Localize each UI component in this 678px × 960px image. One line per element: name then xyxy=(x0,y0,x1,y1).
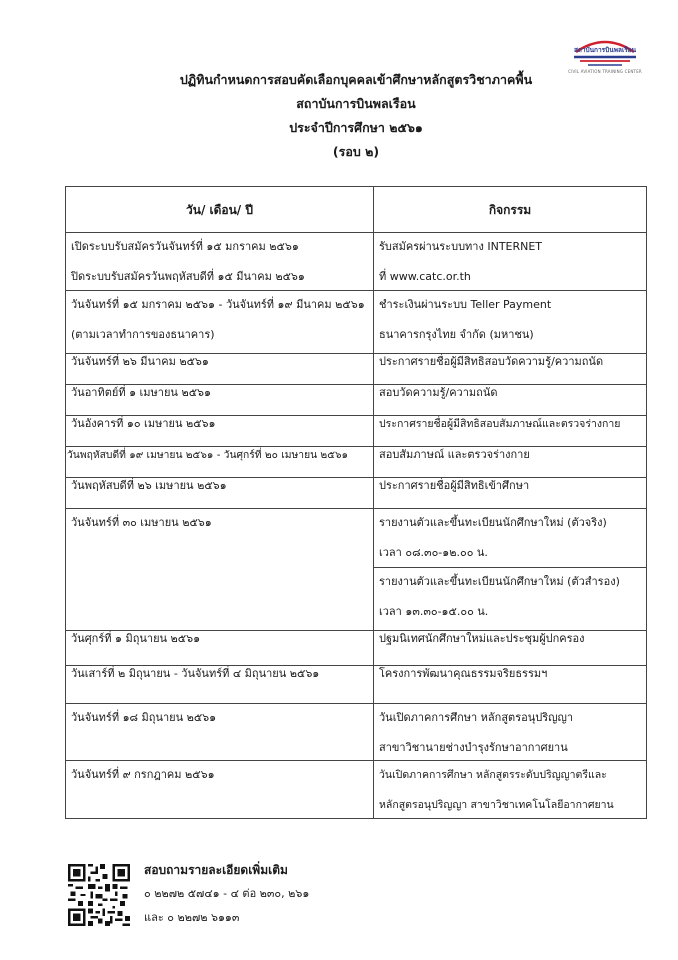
contact-phone-1: ๐ ๒๒๗๒ ๕๗๔๑ - ๔ ต่อ ๒๓๐, ๒๖๑ xyxy=(144,887,310,900)
table-row xyxy=(66,478,647,509)
table-row xyxy=(66,631,647,666)
date-text: วันจันทร์ที่ ๑๕ มกราคม ๒๕๖๑ - วันจันทร์ที่ ๑๙ มีนาคม ๒๕๖๑ xyxy=(71,298,365,311)
column-header-activity: กิจกรรม xyxy=(374,187,647,233)
title-line-4: (รอบ ๒) xyxy=(332,144,380,159)
date-text: (ตามเวลาทำการของธนาคาร) xyxy=(71,328,215,341)
title-line-2: สถาบันการบินพลเรือน xyxy=(296,96,416,111)
date-text: ปิดระบบรับสมัครวันพฤหัสบดีที่ ๑๕ มีนาคม ๒๕๖๑ xyxy=(71,270,305,283)
table-row xyxy=(66,233,647,291)
date-text: วันอาทิตย์ที่ ๑ เมษายน ๒๕๖๑ xyxy=(71,386,211,399)
activity-text: ประกาศรายชื่อผู้มีสิทธิเข้าศึกษา xyxy=(379,479,530,492)
date-text: วันพฤหัสบดีที่ ๑๙ เมษายน ๒๕๖๑ - วันศุกร์ที่ ๒๐ เมษายน ๒๕๖๑ xyxy=(67,449,349,461)
logo-caption: CIVIL AVIATION TRAINING CENTER xyxy=(568,69,642,74)
logo-text: สถาบันการบินพลเรือน xyxy=(573,46,637,54)
table-row xyxy=(66,416,647,447)
activity-text: หลักสูตรอนุปริญญา สาขาวิชาเทคโนโลยีอากาศยาน xyxy=(379,799,614,811)
document-title xyxy=(96,68,616,164)
date-text: วันอังคารที่ ๑๐ เมษายน ๒๕๖๑ xyxy=(71,417,216,430)
date-text: วันพฤหัสบดีที่ ๒๖ เมษายน ๒๕๖๑ xyxy=(71,479,227,492)
activity-text: ประกาศรายชื่อผู้มีสิทธิสอบสัมภาษณ์และตรวจร่างกาย xyxy=(379,418,621,430)
activity-text: สอบวัดความรู้/ความถนัด xyxy=(379,386,498,399)
activity-text: รายงานตัวและขึ้นทะเบียนนักศึกษาใหม่ (ตัวจริง) xyxy=(379,516,607,529)
activity-text: สาขาวิชานายช่างบำรุงรักษาอากาศยาน xyxy=(379,741,568,754)
activity-text: ธนาคารกรุงไทย จำกัด (มหาชน) xyxy=(379,328,534,341)
activity-text: โครงการพัฒนาคุณธรรมจริยธรรมฯ xyxy=(379,667,548,680)
activity-text: ปฐมนิเทศนักศึกษาใหม่และประชุมผู้ปกครอง xyxy=(379,632,585,645)
activity-text: รายงานตัวและขึ้นทะเบียนนักศึกษาใหม่ (ตัวสำรอง) xyxy=(379,575,620,588)
table-row xyxy=(66,704,647,761)
table-row xyxy=(66,761,647,819)
activity-text: ที่ www.catc.or.th xyxy=(379,270,471,283)
contact-info xyxy=(144,858,309,930)
column-header-date: วัน/ เดือน/ ปี xyxy=(66,187,374,233)
qr-code-icon xyxy=(68,864,130,926)
schedule-table xyxy=(65,186,647,819)
activity-text: ชำระเงินผ่านระบบ Teller Payment xyxy=(379,298,552,311)
table-row xyxy=(66,509,647,568)
activity-text: ประกาศรายชื่อผู้มีสิทธิสอบวัดความรู้/ความถนัด xyxy=(379,355,604,368)
date-text: วันเสาร์ที่ ๒ มิถุนายน - วันจันทร์ที่ ๔ มิถุนายน ๒๕๖๑ xyxy=(71,667,320,680)
date-text: วันจันทร์ที่ ๓๐ เมษายน ๒๕๖๑ xyxy=(71,516,212,529)
table-row xyxy=(66,447,647,478)
title-line-3: ประจำปีการศึกษา ๒๕๖๑ xyxy=(289,120,423,135)
table-row xyxy=(66,291,647,354)
date-text: วันศุกร์ที่ ๑ มิถุนายน ๒๕๖๑ xyxy=(71,632,201,645)
activity-text: วันเปิดภาคการศึกษา หลักสูตรระดับปริญญาตรีและ xyxy=(379,769,607,781)
date-text: เปิดระบบรับสมัครวันจันทร์ที่ ๑๕ มกราคม ๒๕๖๑ xyxy=(71,240,299,253)
title-line-1: ปฏิทินกำหนดการสอบคัดเลือกบุคคลเข้าศึกษาหลักสูตรวิชาภาคพื้น xyxy=(179,72,533,87)
activity-text: เวลา ๑๓.๓๐-๑๕.๐๐ น. xyxy=(379,605,489,618)
activity-text: รับสมัครผ่านระบบทาง INTERNET xyxy=(379,240,543,253)
table-row xyxy=(66,354,647,385)
date-text: วันจันทร์ที่ ๒๖ มีนาคม ๒๕๖๑ xyxy=(71,355,209,368)
contact-heading: สอบถามรายละเอียดเพิ่มเติม xyxy=(144,863,288,877)
table-row xyxy=(66,666,647,704)
table-row xyxy=(66,385,647,416)
date-text: วันจันทร์ที่ ๑๘ มิถุนายน ๒๕๖๑ xyxy=(71,711,217,724)
contact-phone-2: และ ๐ ๒๒๗๒ ๖๑๑๓ xyxy=(144,911,240,924)
activity-text: วันเปิดภาคการศึกษา หลักสูตรอนุปริญญา xyxy=(379,711,574,724)
activity-text: สอบสัมภาษณ์ และตรวจร่างกาย xyxy=(379,448,530,461)
table-header-row xyxy=(66,187,647,233)
date-text: วันจันทร์ที่ ๙ กรกฎาคม ๒๕๖๑ xyxy=(71,768,215,781)
activity-text: เวลา ๐๘.๓๐-๑๒.๐๐ น. xyxy=(379,546,488,559)
